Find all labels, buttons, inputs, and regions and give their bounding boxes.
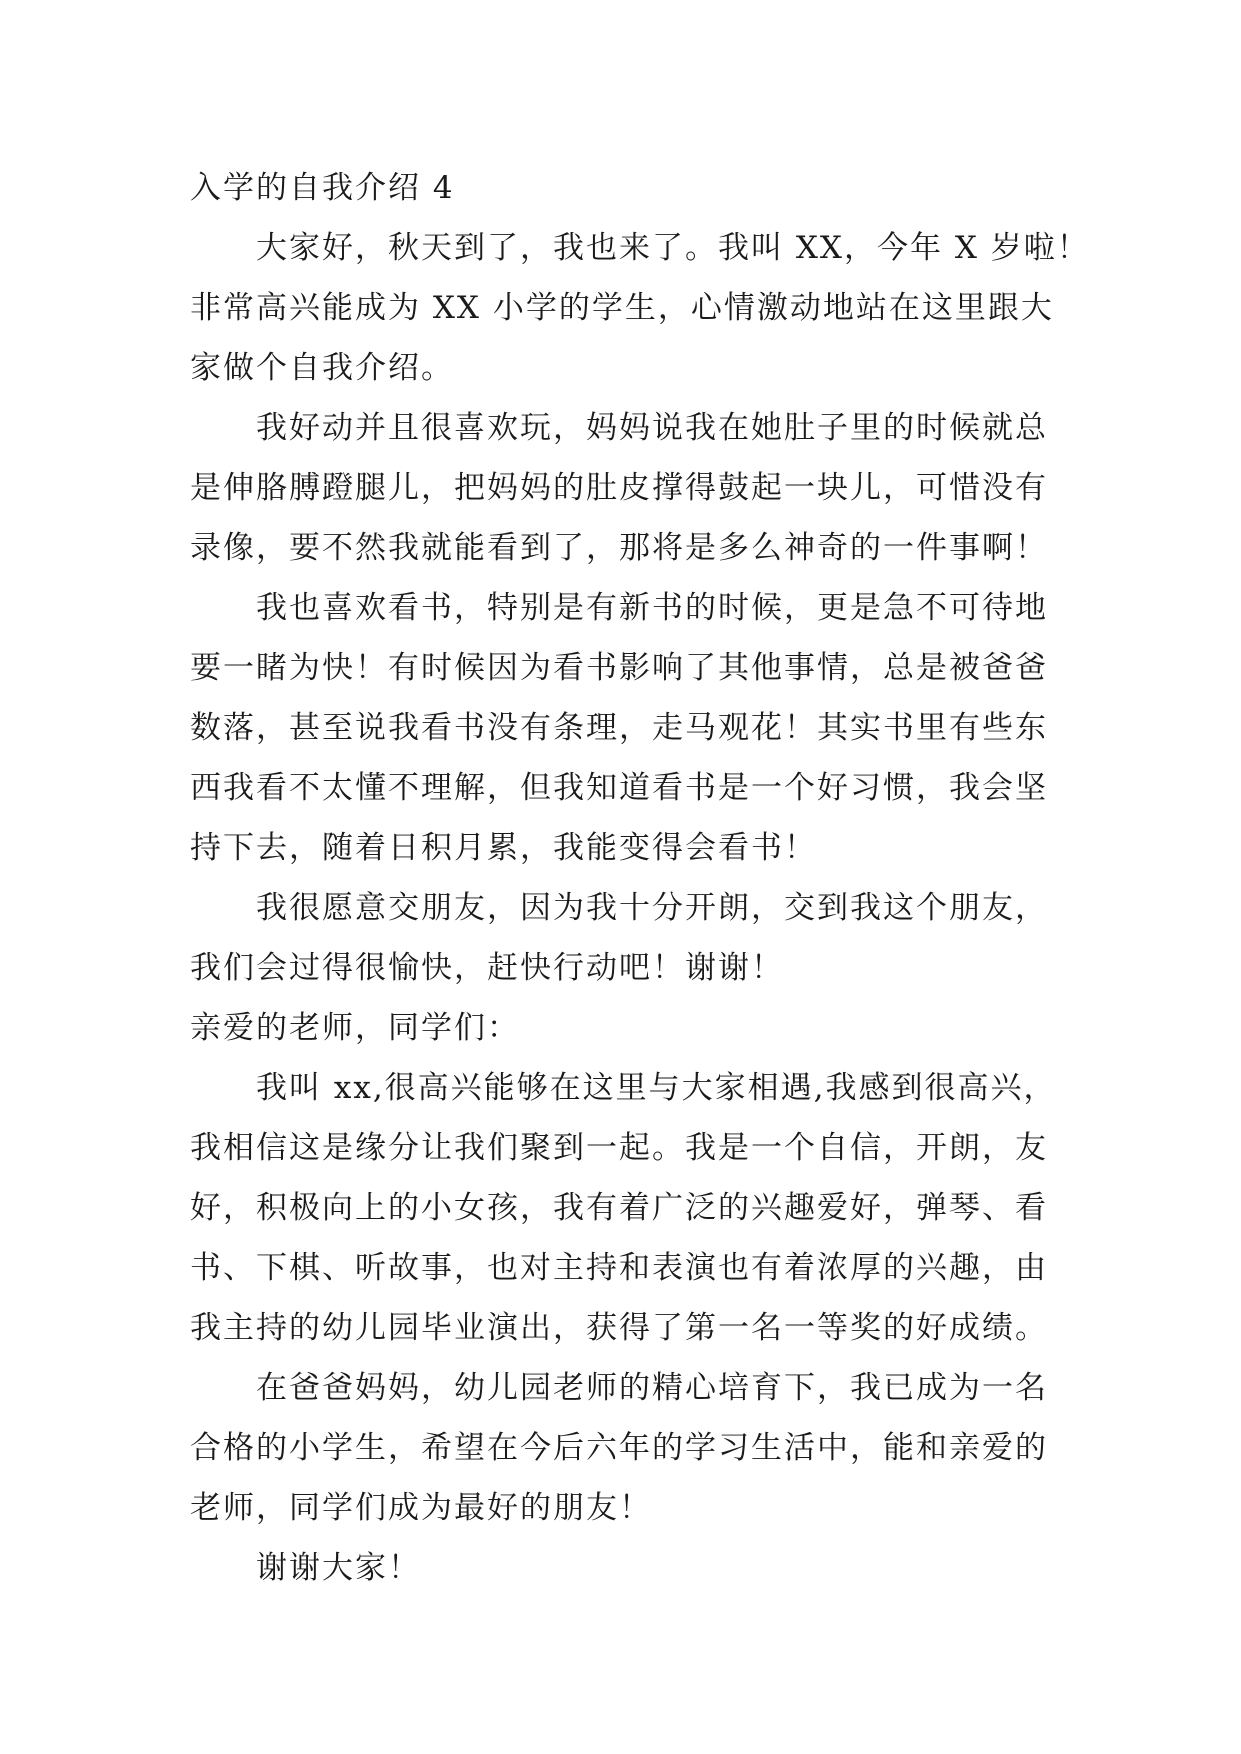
text-line: 我主持的幼儿园毕业演出，获得了第一名一等奖的好成绩。 [190, 1310, 1048, 1346]
text-line: 老师，同学们成为最好的朋友！ [190, 1490, 652, 1526]
salutation-line: 亲爱的老师，同学们： [190, 1010, 520, 1046]
text-line: 录像，要不然我就能看到了，那将是多么神奇的一件事啊！ [190, 530, 1048, 566]
text-line: 我相信这是缘分让我们聚到一起。我是一个自信，开朗，友 [190, 1130, 1048, 1166]
document-body [190, 158, 1090, 1598]
text-line: 我叫 xx,很高兴能够在这里与大家相遇,我感到很高兴， [256, 1070, 1057, 1106]
text-line: 要一睹为快！有时候因为看书影响了其他事情，总是被爸爸 [190, 650, 1048, 686]
document-title: 入学的自我介绍 4 [190, 170, 455, 206]
text-line: 家做个自我介绍。 [190, 350, 454, 386]
closing-line: 谢谢大家！ [256, 1550, 421, 1586]
text-line: 西我看不太懂不理解，但我知道看书是一个好习惯，我会坚 [190, 770, 1048, 806]
text-line: 是伸胳膊蹬腿儿，把妈妈的肚皮撑得鼓起一块儿，可惜没有 [190, 470, 1048, 506]
text-line: 数落，甚至说我看书没有条理，走马观花！其实书里有些东 [190, 710, 1048, 746]
text-line: 持下去，随着日积月累，我能变得会看书！ [190, 830, 817, 866]
text-line: 我好动并且很喜欢玩，妈妈说我在她肚子里的时候就总 [256, 410, 1048, 446]
text-line: 大家好，秋天到了，我也来了。我叫 XX，今年 X 岁啦！ [256, 230, 1090, 266]
text-line: 我很愿意交朋友，因为我十分开朗，交到我这个朋友， [256, 890, 1048, 926]
text-line: 合格的小学生，希望在今后六年的学习生活中，能和亲爱的 [190, 1430, 1048, 1466]
text-line: 非常高兴能成为 XX 小学的学生，心情激动地站在这里跟大 [190, 290, 1054, 326]
text-line: 在爸爸妈妈，幼儿园老师的精心培育下，我已成为一名 [256, 1370, 1048, 1406]
text-line: 我也喜欢看书，特别是有新书的时候，更是急不可待地 [256, 590, 1048, 626]
text-line: 书、下棋、听故事，也对主持和表演也有着浓厚的兴趣，由 [190, 1250, 1048, 1286]
text-line: 好，积极向上的小女孩，我有着广泛的兴趣爱好，弹琴、看 [190, 1190, 1048, 1226]
text-line: 我们会过得很愉快，赶快行动吧！谢谢！ [190, 950, 784, 986]
